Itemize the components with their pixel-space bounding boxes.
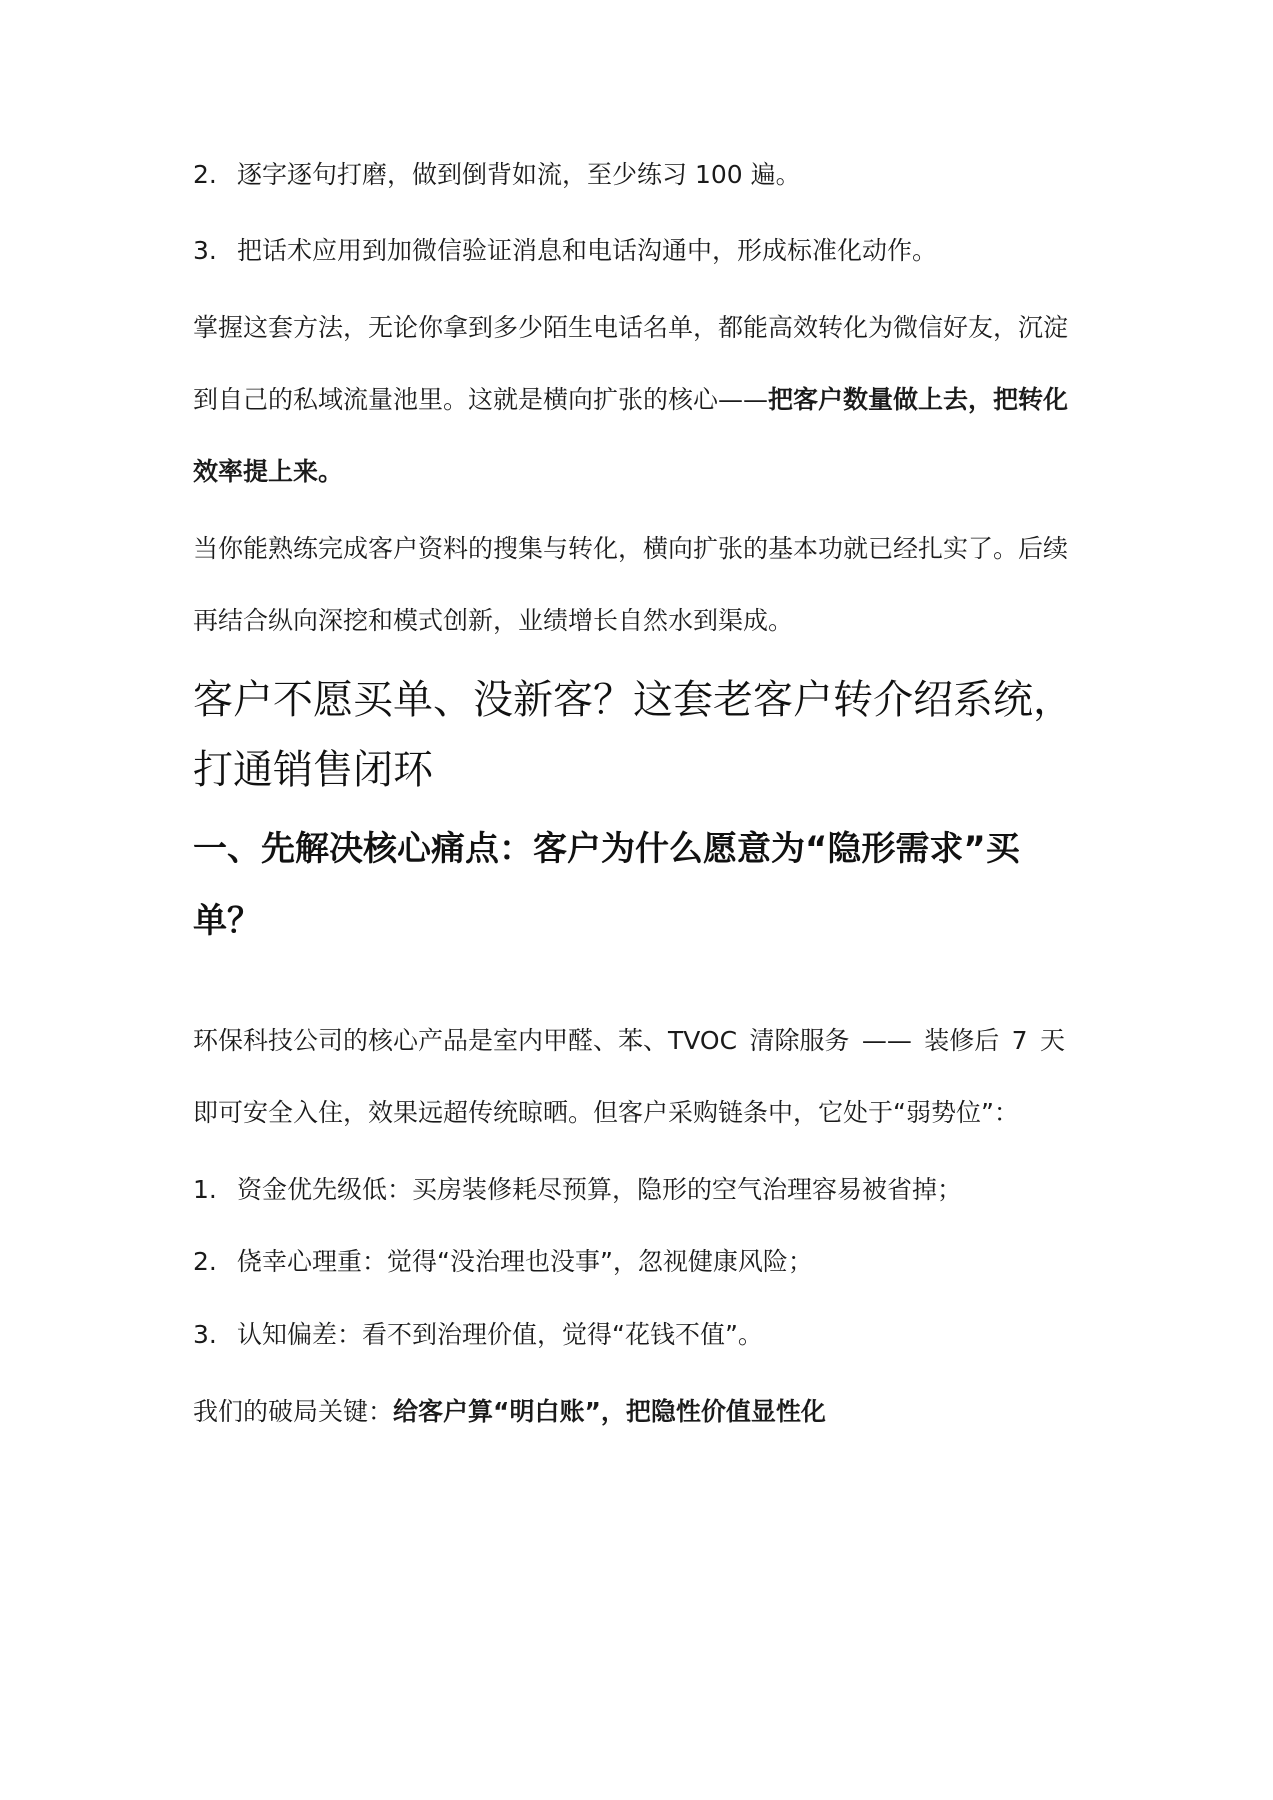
- paragraph-text: 装修后: [924, 1026, 1000, 1055]
- list-item: [193, 234, 1093, 268]
- emphasis-text: 效率提上来。: [193, 457, 344, 486]
- list-item: [193, 1245, 1093, 1279]
- paragraph-line: 即可安全入住，效果远超传统晾晒。但客户采购链条中，它处于“弱势位”：: [193, 1098, 1019, 1127]
- section-heading: 单？: [193, 901, 261, 941]
- paragraph-line: 当你能熟练完成客户资料的搜集与转化，横向扩张的基本功就已经扎实了。后续: [193, 534, 1069, 563]
- paragraph-text: ——: [861, 1026, 912, 1055]
- paragraph-text: 清除服务: [749, 1026, 850, 1055]
- paragraph-line: [193, 1395, 1093, 1429]
- section-heading: 一、先解决核心痛点：客户为什么愿意为“隐形需求”买: [193, 829, 1020, 869]
- paragraph-line: 掌握这套方法，无论你拿到多少陌生电话名单，都能高效转化为微信好友，沉淀: [193, 313, 1069, 342]
- article-title: 客户不愿买单、没新客？这套老客户转介绍系统，: [193, 677, 1073, 723]
- list-number: 3.: [193, 236, 217, 265]
- list-text: 侥幸心理重：觉得“没治理也没事”，忽视健康风险；: [237, 1247, 813, 1276]
- list-item: [193, 1173, 1093, 1207]
- list-text: 认知偏差：看不到治理价值，觉得“花钱不值”。: [237, 1320, 763, 1349]
- paragraph-line: [193, 1024, 1065, 1058]
- paragraph-text: 天: [1039, 1026, 1065, 1055]
- paragraph-text: 7: [1011, 1026, 1028, 1055]
- paragraph-line: [193, 383, 1093, 417]
- list-text: 资金优先级低：买房装修耗尽预算，隐形的空气治理容易被省掉；: [237, 1175, 963, 1204]
- list-number: 3.: [193, 1320, 217, 1349]
- paragraph-text: 环保科技公司的核心产品是室内甲醛、苯、TVOC: [193, 1026, 738, 1055]
- paragraph-text: 我们的破局关键：: [193, 1397, 394, 1426]
- list-item: [193, 1318, 1093, 1352]
- list-number: 2.: [193, 1247, 217, 1276]
- paragraph-text: 到自己的私域流量池里。这就是横向扩张的核心——: [193, 385, 769, 414]
- list-text: 把话术应用到加微信验证消息和电话沟通中，形成标准化动作。: [237, 236, 938, 265]
- paragraph-line: 再结合纵向深挖和模式创新，业绩增长自然水到渠成。: [193, 606, 794, 635]
- article-title: 打通销售闭环: [193, 747, 433, 793]
- emphasis-text: 把客户数量做上去，把转化: [768, 385, 1069, 414]
- list-item: [193, 158, 1093, 192]
- list-text: 逐字逐句打磨，做到倒背如流，至少练习 100 遍。: [237, 160, 801, 189]
- emphasis-text: 给客户算“明白账”，把隐性价值显性化: [393, 1397, 826, 1426]
- list-number: 2.: [193, 160, 217, 189]
- list-number: 1.: [193, 1175, 217, 1204]
